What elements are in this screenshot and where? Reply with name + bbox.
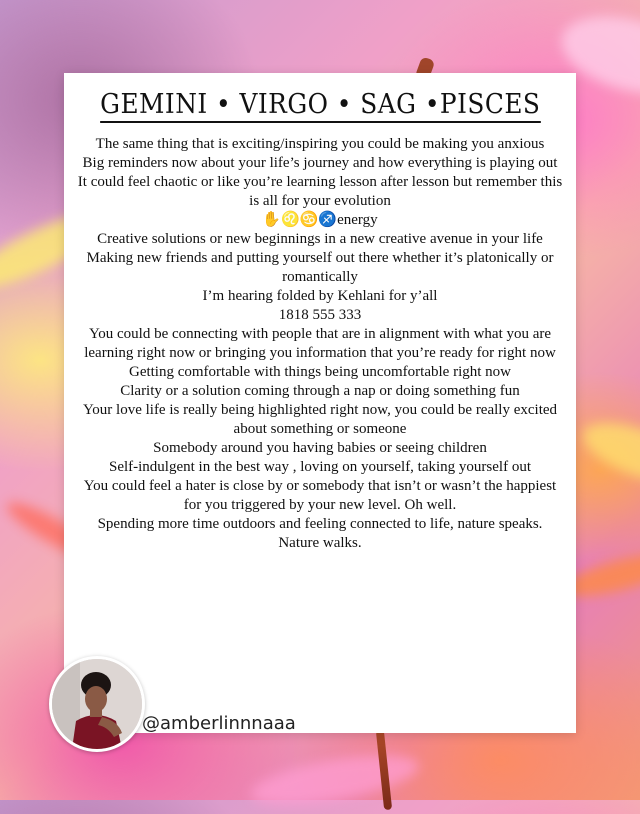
reading-text (76, 135, 564, 553)
reading-line: Spending more time outdoors and feeling connected to life, nature speaks. Nature walks. (97, 516, 543, 551)
avatar-portrait-icon (52, 659, 142, 749)
reading-line: Creative solutions or new beginnings in a new creative avenue in your life (97, 231, 543, 247)
reading-line: You could be connecting with people that are in alignment with what you are learning right now or bringing you information that you’re ready for right now (84, 326, 556, 361)
reading-line: Self-indulgent in the best way , loving on yourself, taking yourself out (108, 459, 531, 475)
reading-line: The same thing that is exciting/inspiring you could be making you anxious (95, 136, 545, 152)
reading-line: I’m hearing folded by Kehlani for y’all (202, 288, 438, 304)
card-title (64, 89, 576, 123)
profile-handle: @amberlinnnaaa (142, 713, 296, 734)
background-light-streak (248, 746, 422, 814)
reading-line-numbers: 1818 555 333 (278, 307, 362, 323)
background-light-streak (576, 411, 640, 495)
reading-line: It could feel chaotic or like you’re learning lesson after lesson but remember this is all for your evolution (77, 174, 563, 209)
reading-card (64, 73, 576, 733)
reading-line: Clarity or a solution coming through a nap or doing something fun (120, 383, 520, 399)
reading-line: You could feel a hater is close by or somebody that isn’t or wasn’t the happiest for you triggered by your new level. Oh well. (83, 478, 557, 513)
reading-line-emoji: ✋♌♋♐energy (262, 212, 378, 228)
reading-line: Big reminders now about your life’s journey and how everything is playing out (82, 155, 558, 171)
reading-line: Somebody around you having babies or seeing children (153, 440, 487, 456)
reading-line: Your love life is really being highlighted right now, you could be really excited about something or someone (82, 402, 558, 437)
card-title-text: GEMINI • VIRGO • SAG •PISCES (100, 90, 540, 123)
reading-line: Getting comfortable with things being uncomfortable right now (128, 364, 511, 380)
profile-avatar (49, 656, 145, 752)
reading-line: Making new friends and putting yourself out there whether it’s platonically or romantically (86, 250, 554, 285)
